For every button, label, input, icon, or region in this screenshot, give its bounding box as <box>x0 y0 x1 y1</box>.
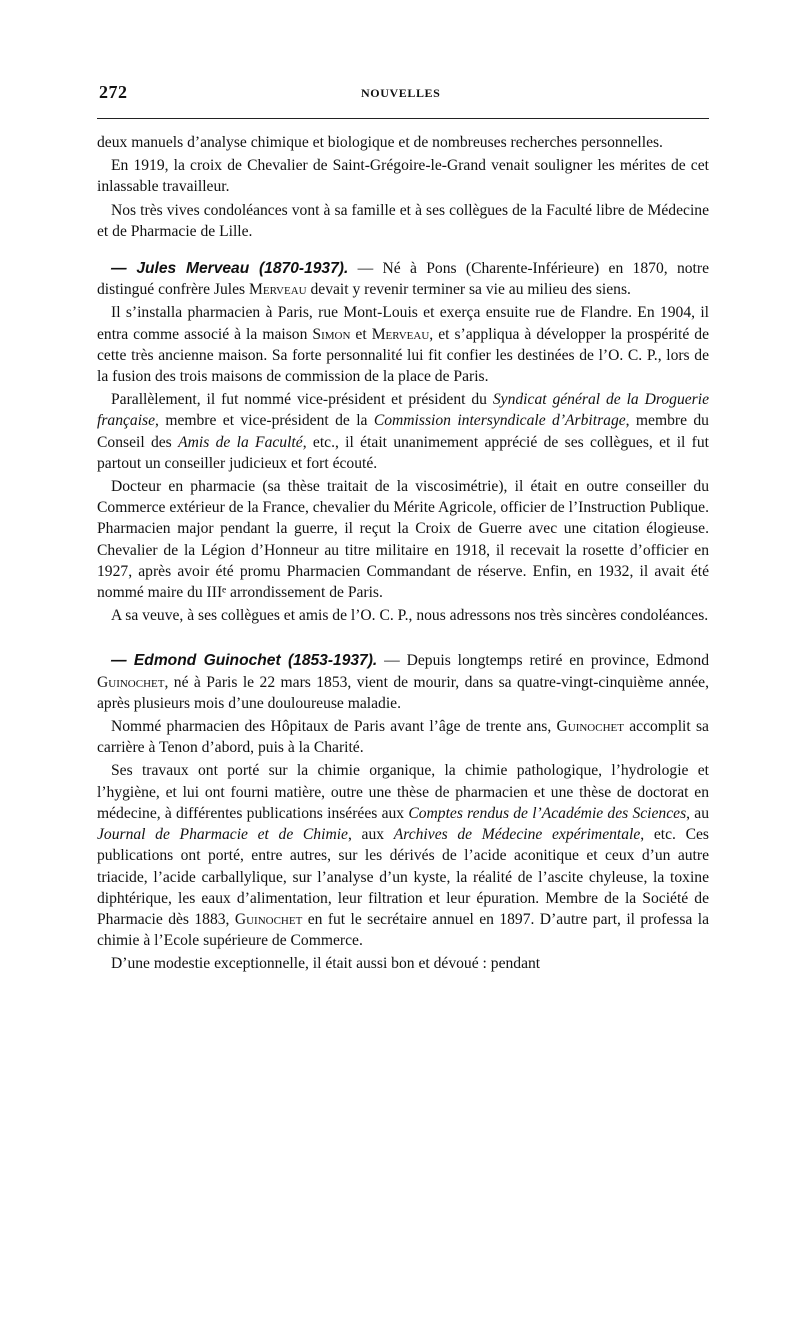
guinochet-paragraph-3 <box>97 760 709 951</box>
text-run: Il s’installa pharmacien à Paris, rue Mont-Louis et exerça ensuite rue de Flandre. En 1904, il entra comme associé à la maison <box>97 304 709 343</box>
text-run: Nommé pharmacien des Hôpitaux de Paris avant l’âge de trente ans, <box>111 718 557 736</box>
text-run: , aux <box>347 826 394 844</box>
text-run: — Depuis longtemps retiré en province, Edmond <box>377 652 709 670</box>
text-run: Parallèlement, il fut nommé vice-président et président du <box>111 391 493 409</box>
person-name: Guinochet <box>556 718 624 736</box>
italic-title: Archives de Médecine expérimentale <box>393 826 641 844</box>
text-run: accomplit sa carrière à Tenon d’abord, puis à la Charité. <box>97 718 709 757</box>
guinochet-heading: — Edmond Guinochet (1853-1937). <box>111 652 378 670</box>
text-run: — Né à Pons (Charente-Inférieure) en 1870, notre distingué confrère Jules <box>97 260 709 299</box>
text-run: , etc. Ces publications ont porté, entre autres, sur les dérivés de l’acide aconitique et ceux d’un autre triacide, l’acide carballylique, sur l’analyse d’un kyste, la réalité de l’ascite chyleuse, la toxine diphtérique, les eaux d’alimentation, leur filtration et leur épuration. Membre de la Société de Pharmacie dès 1883, <box>97 826 709 928</box>
person-name: Simon <box>312 325 351 343</box>
italic-title: Comptes rendus de l’Académie des Sciences <box>408 804 687 822</box>
text-run: , et s’appliqua à développer la prospérité de cette très ancienne maison. Sa forte personnalité lui fit confier les destinées de l’O. C. P., lors de la fusion des trois maisons de commission de la place de Paris. <box>97 325 709 386</box>
page-number: 272 <box>99 82 128 102</box>
merveau-paragraph-5: A sa veuve, à ses collègues et amis de l’O. C. P., nous adressons nos très sincères condoléances. <box>111 607 709 625</box>
text-run: , membre du Conseil des <box>97 412 709 451</box>
text-run: et <box>350 325 372 343</box>
person-name: Guinochet <box>234 910 303 928</box>
text-run: devait y revenir terminer sa vie au milieu des siens. <box>306 281 631 299</box>
person-name: Guinochet <box>97 673 165 691</box>
guinochet-paragraph-4: D’une modestie exceptionnelle, il était aussi bon et dévoué : pendant <box>111 955 541 973</box>
text-run: Ses travaux ont porté sur la chimie organique, la chimie pathologique, l’hydrologie et l’hygiène, et lui ont fourni matière, outre une thèse de pharmacien et une thèse de doctorat en médecine, à différentes publications insérées aux <box>97 762 709 822</box>
intro-paragraph-2: En 1919, la croix de Chevalier de Saint-Grégoire-le-Grand venait souligner les mérites de cet inlassable travailleur. <box>97 157 709 196</box>
merveau-paragraph-2 <box>97 302 709 387</box>
text-run: , au <box>686 804 709 822</box>
italic-title: Amis de la Faculté <box>178 433 303 451</box>
text-run: , etc., il était unanimement apprécié de ses collègues, et il fut partout un conseiller judicieux et fort écouté. <box>97 433 710 472</box>
guinochet-paragraph-2 <box>97 716 709 758</box>
merveau-paragraph-4: Docteur en pharmacie (sa thèse traitait de la viscosimétrie), il était en outre conseiller du Commerce extérieur de la France, chevalier du Mérite Agricole, officier de l’Instruction Publique. Pharmacien major pendant la guerre, il reçut la Croix de Guerre avec une citation élogieuse. Chevalier de la Légion d’Honneur au titre militaire en 1918, il recevait la rosette d’officier en 1927, après avoir été promu Pharmacien Commandant de réserve. Enfin, en 1932, il avait été nommé maire du IIIᵉ arrondissement de Paris. <box>97 478 709 602</box>
text-run: , né à Paris le 22 mars 1853, vient de mourir, dans sa quatre-vingt-cinquième année, après plusieurs mois d’une douloureuse maladie. <box>97 673 709 712</box>
text-run: en fut le secrétaire annuel en 1897. D’autre part, il professa la chimie à l’Ecole supérieure de Commerce. <box>97 910 709 950</box>
italic-title: Commission intersyndicale d’Arbitrage <box>373 412 626 430</box>
intro-paragraph-1: deux manuels d’analyse chimique et biologique et de nombreuses recherches personnelles. <box>97 134 663 151</box>
guinochet-paragraph-1 <box>97 650 709 714</box>
italic-title: Syndicat général de la Droguerie française <box>97 391 710 430</box>
article-body <box>97 132 709 977</box>
intro-paragraph-3: Nos très vives condoléances vont à sa famille et à ses collègues de la Faculté libre de Médecine et de Pharmacie de Lille. <box>97 201 709 240</box>
header-rule <box>97 118 709 119</box>
running-title: NOUVELLES <box>361 86 441 100</box>
merveau-paragraph-3 <box>97 389 709 474</box>
page-header <box>97 82 709 106</box>
merveau-heading: — Jules Merveau (1870-1937). <box>111 260 349 278</box>
italic-title: Journal de Pharmacie et de Chimie <box>97 826 348 844</box>
merveau-paragraph-1 <box>97 258 709 300</box>
text-run: , membre et vice-président de la <box>155 412 374 430</box>
person-name: Merveau <box>371 325 430 343</box>
person-name: Merveau <box>249 281 307 299</box>
